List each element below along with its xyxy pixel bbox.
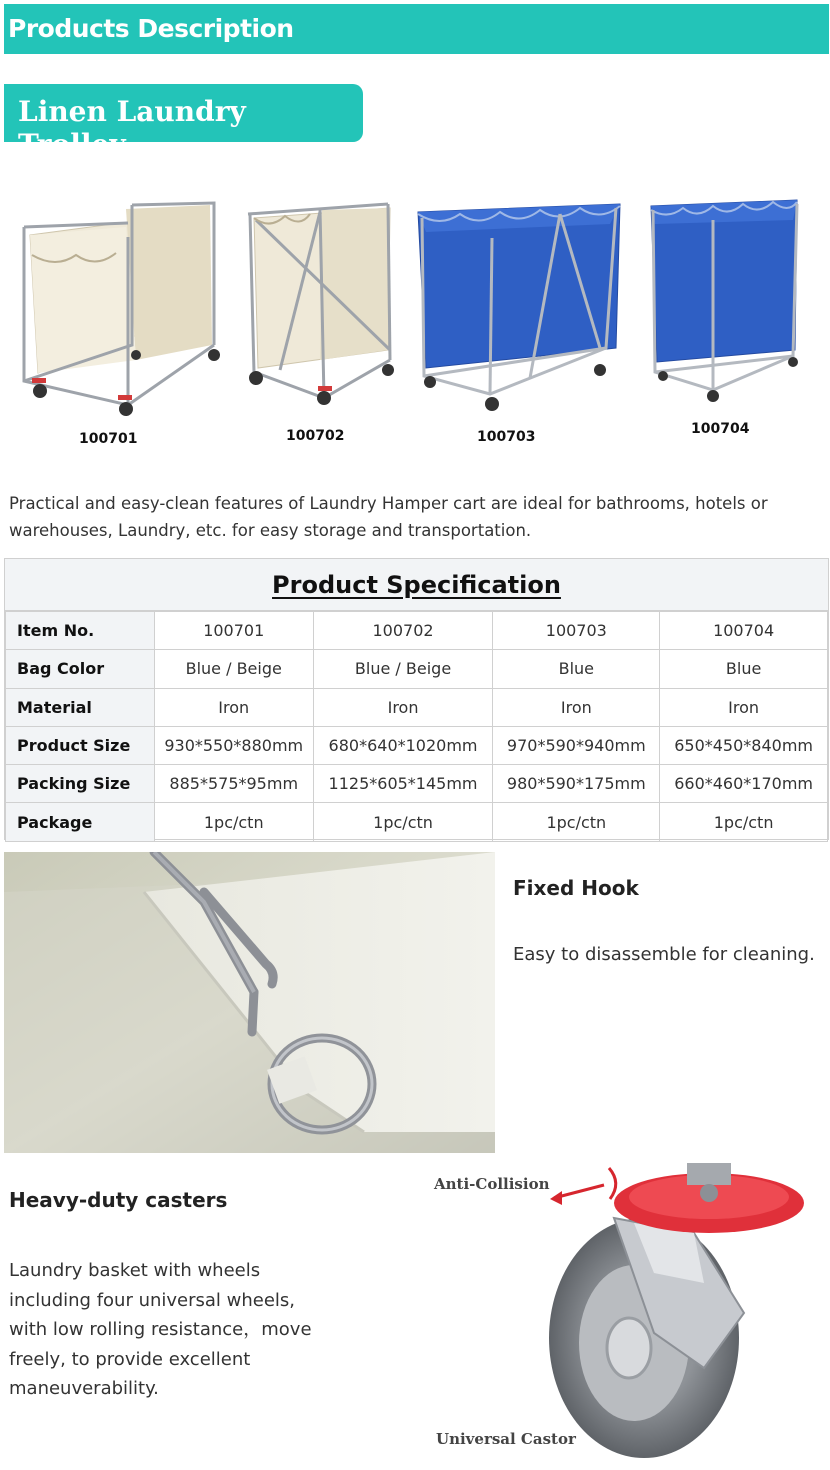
table-row	[6, 688, 828, 726]
product-image-100702	[240, 200, 400, 410]
table-row	[6, 612, 828, 650]
table-cell: 1pc/ctn	[493, 803, 660, 841]
table-row	[6, 765, 828, 803]
product-image-100703	[410, 198, 628, 420]
product-title-banner	[4, 84, 363, 161]
row-label-bag-color: Bag Color	[6, 650, 155, 688]
table-cell: 1125*605*145mm	[313, 765, 493, 803]
anti-collision-label: Anti-Collision	[434, 1175, 550, 1193]
table-cell: 100703	[493, 612, 660, 650]
table-cell: Blue / Beige	[154, 650, 313, 688]
row-label-packing-size: Packing Size	[6, 765, 155, 803]
table-cell: Blue	[660, 650, 828, 688]
product-specification-table	[4, 558, 829, 840]
casters-description-line: with low rolling resistance，move	[9, 1319, 312, 1340]
table-row	[6, 726, 828, 764]
product-title: Linen Laundry Trolley	[18, 95, 246, 161]
fixed-hook-description: Easy to disassemble for cleaning.	[513, 944, 815, 965]
section-header	[4, 4, 829, 54]
table-cell: Iron	[493, 688, 660, 726]
table-cell: 980*590*175mm	[493, 765, 660, 803]
table-cell: Iron	[313, 688, 493, 726]
table-cell: 680*640*1020mm	[313, 726, 493, 764]
row-label-package: Package	[6, 803, 155, 841]
row-label-item-no: Item No.	[6, 612, 155, 650]
table-cell: 930*550*880mm	[154, 726, 313, 764]
section-header-title: Products Description	[8, 14, 294, 43]
fixed-hook-photo	[4, 852, 495, 1153]
intro-text: Practical and easy-clean features of Laundry Hamper cart are ideal for bathrooms, hotels or warehouses, Laundry, etc. for easy storage and transportation.	[9, 494, 768, 540]
table-cell: Blue / Beige	[313, 650, 493, 688]
product-image-100704	[643, 196, 805, 408]
table-cell: 100704	[660, 612, 828, 650]
table-cell: 1pc/ctn	[154, 803, 313, 841]
table-cell: 1pc/ctn	[313, 803, 493, 841]
table-cell: 100702	[313, 612, 493, 650]
product-code-100702: 100702	[286, 428, 345, 444]
row-label-material: Material	[6, 688, 155, 726]
table-cell: Iron	[660, 688, 828, 726]
casters-description-line: including four universal wheels,	[9, 1289, 296, 1311]
product-code-100701: 100701	[79, 431, 138, 447]
spec-title: Product Specification	[272, 571, 561, 599]
universal-castor-label: Universal Castor	[436, 1430, 576, 1448]
fixed-hook-title: Fixed Hook	[513, 876, 639, 900]
casters-description	[9, 1256, 329, 1404]
table-cell: 885*575*95mm	[154, 765, 313, 803]
casters-title: Heavy-duty casters	[9, 1188, 228, 1212]
table-cell: 970*590*940mm	[493, 726, 660, 764]
table-row	[6, 650, 828, 688]
casters-description-line: maneuverability.	[9, 1378, 159, 1399]
casters-description-line: freely, to provide excellent	[9, 1348, 251, 1370]
table-row	[6, 803, 828, 841]
product-image-100701	[16, 195, 228, 425]
product-code-100703: 100703	[477, 429, 536, 445]
row-label-product-size: Product Size	[6, 726, 155, 764]
table-cell: 660*460*170mm	[660, 765, 828, 803]
table-cell: 100701	[154, 612, 313, 650]
table-cell: 650*450*840mm	[660, 726, 828, 764]
table-cell: 1pc/ctn	[660, 803, 828, 841]
spec-grid	[5, 611, 828, 842]
product-code-100704: 100704	[691, 421, 750, 437]
table-cell: Blue	[493, 650, 660, 688]
table-cell: Iron	[154, 688, 313, 726]
spec-title-bar	[5, 559, 828, 611]
casters-description-line: Laundry basket with wheels	[9, 1260, 261, 1281]
universal-castor-photo	[404, 1163, 824, 1470]
